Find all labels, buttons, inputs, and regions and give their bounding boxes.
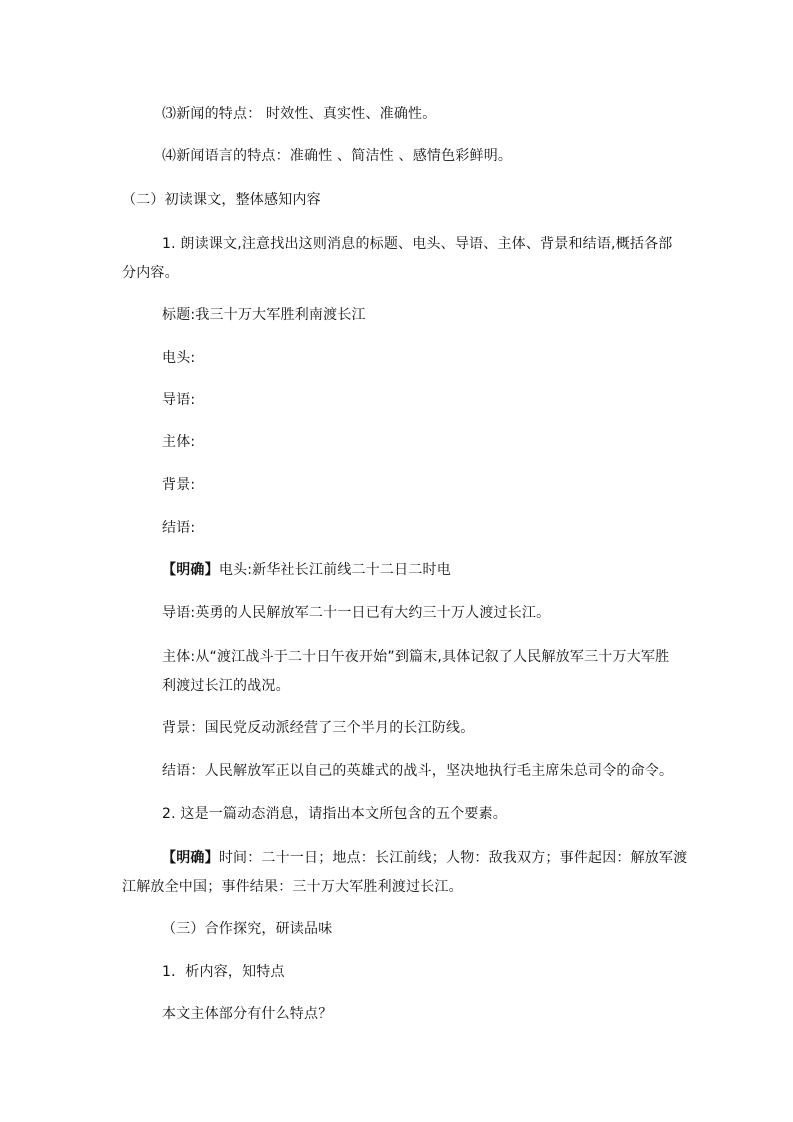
clarify-lead: 导语:英勇的人民解放军二十一日已有大约三十万人渡过长江。 [162,605,551,621]
answer-lead-blank: 导语: [162,392,196,408]
clarify-background: 背景：国民党反动派经营了三个半月的长江防线。 [162,720,475,736]
clarify-label: 【明确】 [162,850,219,866]
clarify-body-line-1: 主体:从“渡江战斗于二十日午夜开始”到篇末,具体记叙了人民解放军三十万大军胜 [162,649,670,665]
clarify-five-elements-line-1 [162,848,687,868]
subsection-analyze-content: 1．析内容，知特点 [162,964,285,980]
clarify-dateline-text: 电头:新华社长江前线二十二日二时电 [218,562,451,578]
answer-conclusion-blank: 结语: [162,520,196,536]
clarify-dateline [162,560,451,580]
answer-title: 标题:我三十万大军胜利南渡长江 [162,307,366,323]
clarify-conclusion: 结语：人民解放军正以自己的英雄式的战斗，坚决地执行毛主席朱总司令的命令。 [162,763,674,779]
clarify-five-elements-text: 时间：二十一日；地点：长江前线；人物：敌我双方；事件起因：解放军渡 [218,850,688,866]
section-heading-cooperative-inquiry: （三）合作探究，研读品味 [162,921,333,937]
section-heading-first-reading: （二）初读课文，整体感知内容 [122,192,321,208]
question-1-line-1: 1. 朗读课文,注意找出这则消息的标题、电头、导语、主体、背景和结语,概括各部 [162,236,673,252]
question-2: 2. 这是一篇动态消息，请指出本文所包含的五个要素。 [162,806,508,822]
question-1-line-2: 分内容。 [122,265,179,281]
paragraph-news-language-features: ⑷新闻语言的特点：准确性 、简洁性 、感情色彩鲜明。 [162,148,513,164]
clarify-body-line-2: 利渡过长江的战况。 [162,678,290,694]
clarify-label: 【明确】 [162,562,219,578]
answer-background-blank: 背景: [162,477,196,493]
paragraph-news-features: ⑶新闻的特点： 时效性、真实性、准确性。 [162,106,437,122]
answer-dateline-blank: 电头: [162,350,196,366]
question-body-features: 本文主体部分有什么特点？ [162,1006,333,1022]
answer-body-blank: 主体: [162,434,196,450]
clarify-five-elements-line-2: 江解放全中国；事件结果：三十万大军胜利渡过长江。 [122,879,463,895]
